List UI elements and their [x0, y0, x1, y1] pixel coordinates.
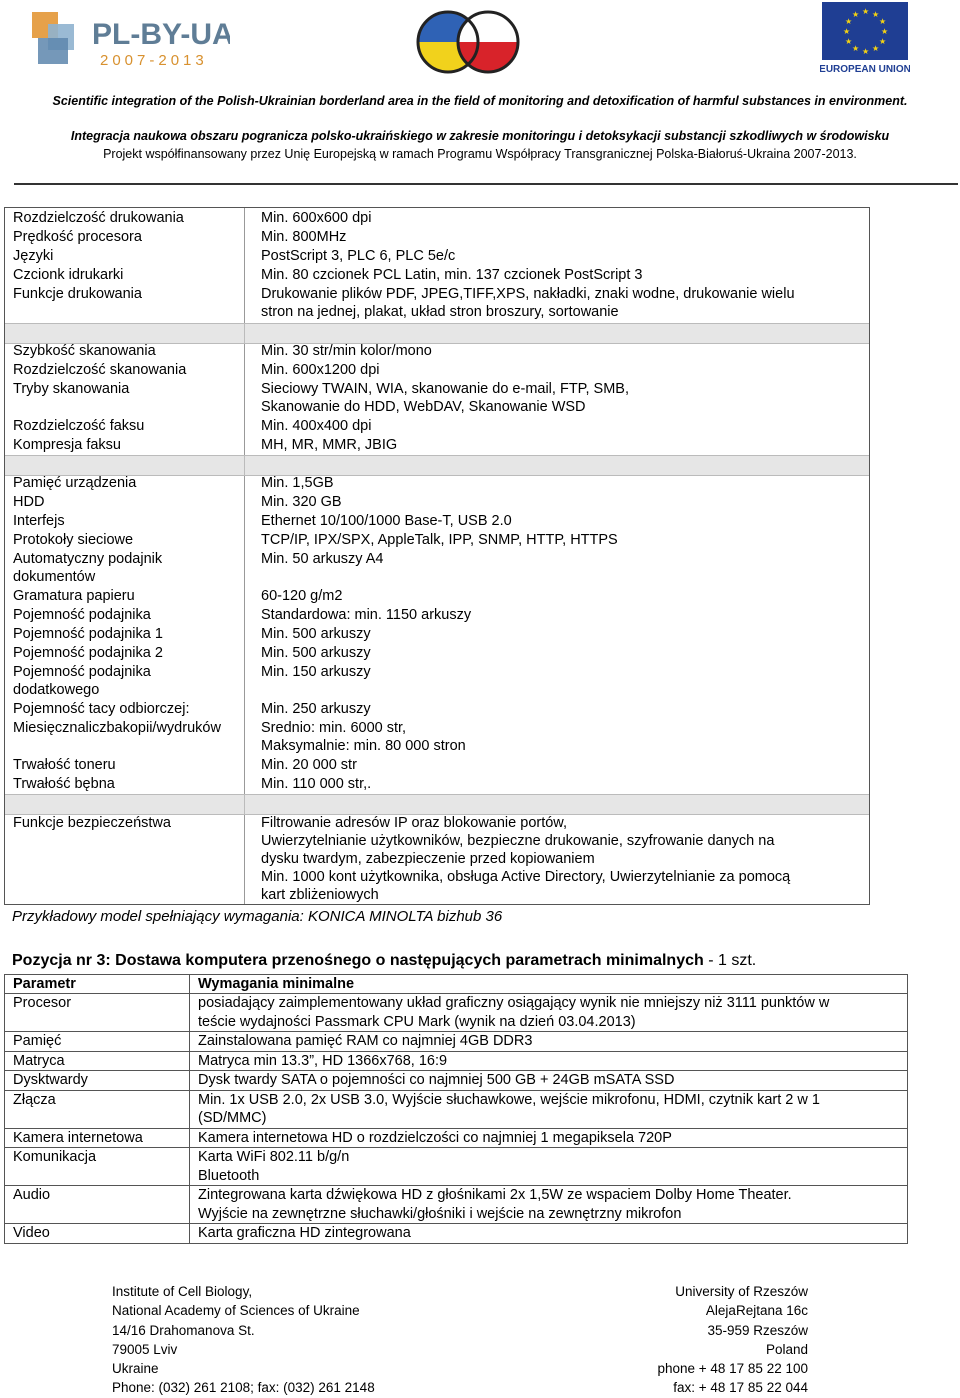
table-row [5, 994, 908, 1032]
param-value: Zainstalowana pamięć RAM co najmniej 4GB DDR3 [190, 1032, 908, 1052]
cofinancing-note: Projekt współfinansowany przez Unię Europejską w ramach Programu Współpracy Transgranicznej Polska-Białoruś-Ukraina 2007-2013. [103, 147, 857, 161]
spec-value: Min. 600x1200 dpi [261, 362, 380, 378]
footer-line: Ukraine [112, 1361, 159, 1377]
pl-by-ua-logo [30, 10, 230, 70]
spec-key: Trwałość bębna [13, 776, 115, 792]
example-model [12, 908, 502, 925]
spec-value: kart zbliżeniowych [261, 887, 379, 903]
svg-text:★: ★ [852, 10, 860, 19]
spec-value: Standardowa: min. 1150 arkuszy [261, 607, 472, 623]
table-row [5, 1051, 908, 1071]
spec-key: Protokoły sieciowe [13, 532, 134, 548]
spec-value: TCP/IP, IPX/SPX, AppleTalk, IPP, SNMP, HTTP, HTTPS [261, 532, 618, 548]
header-requirements: Wymagania minimalne [190, 975, 908, 994]
project-title-en: Scientific integration of the Polish-Ukrainian borderland area in the field of monitoring and detoxification of harmful substances in environment. [52, 94, 908, 108]
spec-key: Gramatura papieru [13, 588, 135, 604]
position-title: Pozycja nr 3: Dostawa komputera przenośnego o następujących parametrach minimalnych [12, 952, 704, 969]
spec-value: MH, MR, MMR, JBIG [261, 437, 398, 453]
svg-text:★: ★ [872, 44, 880, 53]
spec-key: Czcionk idrukarki [13, 267, 124, 283]
svg-text:★: ★ [879, 17, 887, 26]
param-name: Video [5, 1224, 190, 1244]
spec-value: Min. 1,5GB [261, 475, 334, 491]
spec-key: Rozdzielczość faksu [13, 418, 145, 434]
position-qty: - 1 szt. [703, 952, 757, 969]
spec-key: Pojemność podajnika [13, 664, 151, 680]
spec-key: Funkcje drukowania [13, 286, 142, 302]
project-title-pl: Integracja naukowa obszaru pogranicza polsko-ukraińskiego w zakresie monitoringu i detoksykacji substancji szkodliwych w środowisku [70, 129, 890, 143]
spec-key: Pojemność podajnika 1 [13, 626, 163, 642]
footer-line: 14/16 Drahomanova St. [112, 1322, 255, 1338]
spec-key: Pojemność tacy odbiorczej: [13, 701, 190, 717]
spec-key: Funkcje bezpieczeństwa [13, 815, 171, 831]
param-name: Kamera internetowa [5, 1128, 190, 1148]
section-separator [5, 323, 869, 344]
example-model-name: KONICA MINOLTA bizhub 36 [307, 908, 503, 925]
svg-text:★: ★ [843, 27, 851, 36]
spec-value: Min. 20 000 str [261, 757, 357, 773]
section-separator [5, 455, 869, 476]
spec-value: Min. 50 arkuszy A4 [261, 551, 384, 567]
param-value: Kamera internetowa HD o rozdzielczości co najmniej 1 megapiksela 720P [190, 1128, 908, 1148]
spec-key: Pojemność podajnika 2 [13, 645, 163, 661]
spec-value: Min. 1000 kont użytkownika, obsługa Active Directory, Uwierzytelnianie za pomocą [261, 869, 791, 885]
spec-key: Automatyczny podajnik [13, 551, 163, 567]
param-name: Procesor [5, 994, 190, 1032]
table-row [5, 1128, 908, 1148]
spec-value: Min. 800MHz [261, 229, 347, 245]
table-header-row [5, 975, 908, 994]
example-sep: : [299, 908, 308, 925]
param-name: Złącza [5, 1090, 190, 1128]
spec-value: Min. 150 arkuszy [261, 664, 371, 680]
header-parameter: Parametr [5, 975, 190, 994]
param-value: Min. 1x USB 2.0, 2x USB 3.0, Wyjście słuchawkowe, wejście mikrofonu, HDMI, czytnik kart 2 w 1 (SD/MMC) [190, 1090, 908, 1128]
spec-value: dysku twardym, zabezpieczenie przed kopiowaniem [261, 851, 595, 867]
spec-value: Min. 320 GB [261, 494, 342, 510]
spec-value: Min. 500 arkuszy [261, 626, 371, 642]
svg-text:★: ★ [881, 27, 889, 36]
laptop-requirements-table [4, 974, 908, 1244]
spec-value: PostScript 3, PLC 6, PLC 5e/c [261, 248, 456, 264]
param-name: Pamięć [5, 1032, 190, 1052]
svg-text:★: ★ [852, 44, 860, 53]
footer-line: Institute of Cell Biology, [112, 1284, 253, 1299]
param-value: Karta WiFi 802.11 b/g/n Bluetooth [190, 1148, 908, 1186]
footer-line: University of Rzeszów [675, 1284, 808, 1299]
table-row [5, 1071, 908, 1091]
printer-spec-table [4, 207, 870, 905]
spec-key: Pamięć urządzenia [13, 475, 137, 491]
svg-text:★: ★ [862, 47, 870, 56]
eu-text: EUROPEAN UNION [820, 64, 910, 74]
spec-value: 60-120 g/m2 [261, 588, 343, 604]
spec-key: Tryby skanowania [13, 381, 130, 397]
spec-key: Interfejs [13, 513, 65, 529]
spec-key: Rozdzielczość skanowania [13, 362, 187, 378]
footer-line: Phone: (032) 261 2108; fax: (032) 261 2148 [112, 1380, 375, 1396]
svg-text:★: ★ [872, 10, 880, 19]
spec-key: Trwałość toneru [13, 757, 116, 773]
spec-value: Min. 80 czcionek PCL Latin, min. 137 czcionek PostScript 3 [261, 267, 643, 283]
spec-key: Kompresja faksu [13, 437, 121, 453]
spec-value: Uwierzytelnianie użytkowników, bezpieczne drukowanie, szyfrowanie danych na [261, 833, 775, 849]
spec-value: Filtrowanie adresów IP oraz blokowanie portów, [261, 815, 568, 831]
spec-key: dokumentów [13, 569, 96, 585]
spec-key: dodatkowego [13, 682, 100, 698]
logo-years: 2007-2013 [100, 52, 208, 69]
spec-value: Drukowanie plików PDF, JPEG,TIFF,XPS, nakładki, znaki wodne, drukowanie wielu [261, 286, 795, 302]
table-row [5, 1090, 908, 1128]
spec-value: Maksymalnie: min. 80 000 stron [261, 738, 466, 754]
svg-text:★: ★ [862, 7, 870, 16]
spec-key: Miesięcznaliczbakopii/wydruków [13, 720, 221, 736]
param-value: Matryca min 13.3”, HD 1366x768, 16:9 [190, 1051, 908, 1071]
spec-value: stron na jednej, plakat, układ stron broszury, sortowanie [261, 304, 619, 320]
flags-logo [414, 6, 522, 80]
svg-text:★: ★ [879, 37, 887, 46]
spec-key: HDD [13, 494, 45, 510]
param-value: Dysk twardy SATA o pojemności co najmniej 500 GB + 24GB mSATA SSD [190, 1071, 908, 1091]
table-row [5, 1032, 908, 1052]
footer-line: AlejaRejtana 16c [705, 1303, 808, 1319]
footer-line: 79005 Lviv [112, 1341, 178, 1357]
example-label: Przykładowy model spełniający wymagania [12, 908, 300, 925]
spec-value: Min. 30 str/min kolor/mono [261, 343, 432, 359]
footer-line: Poland [765, 1341, 808, 1357]
footer-line: National Academy of Sciences of Ukraine [112, 1303, 360, 1319]
spec-value: Min. 250 arkuszy [261, 701, 371, 717]
svg-text:★: ★ [845, 37, 853, 46]
param-name: Komunikacja [5, 1148, 190, 1186]
footer-address-lviv [112, 1282, 375, 1398]
spec-value: Min. 500 arkuszy [261, 645, 371, 661]
spec-value: Skanowanie do HDD, WebDAV, Skanowanie WSD [261, 399, 586, 415]
header-rule [14, 183, 958, 185]
spec-value: Min. 400x400 dpi [261, 418, 372, 434]
footer-line: 35-959 Rzeszów [707, 1322, 808, 1338]
eu-flag-logo [820, 2, 910, 74]
param-name: Audio [5, 1186, 190, 1224]
spec-key: Prędkość procesora [13, 229, 142, 245]
footer-line: phone + 48 17 85 22 100 [657, 1361, 808, 1377]
spec-key: Języki [13, 248, 54, 264]
logo-text: PL-BY-UA [92, 18, 230, 51]
param-name: Dysktwardy [5, 1071, 190, 1091]
footer-address-rzeszow [657, 1282, 808, 1398]
spec-value: Min. 600x600 dpi [261, 210, 372, 226]
table-row [5, 1224, 908, 1244]
svg-text:★: ★ [845, 17, 853, 26]
param-name: Matryca [5, 1051, 190, 1071]
footer-line: fax: + 48 17 85 22 044 [673, 1380, 808, 1396]
spec-key: Pojemność podajnika [13, 607, 151, 623]
spec-key: Rozdzielczość drukowania [13, 210, 184, 226]
param-value: Zintegrowana karta dźwiękowa HD z głośnikami 2x 1,5W ze wspaciem Dolby Home Theater. Wyjście na zewnętrzne słuchawki/głośniki i wejście na zewnętrzny mikrofon [190, 1186, 908, 1224]
param-value: Karta graficzna HD zintegrowana [190, 1224, 908, 1244]
spec-value: Ethernet 10/100/1000 Base-T, USB 2.0 [261, 513, 512, 529]
table-row [5, 1186, 908, 1224]
spec-value: Srednio: min. 6000 str, [261, 720, 407, 736]
param-value: posiadający zaimplementowany układ graficzny osiągający wynik nie mniejszy niż 3111 punktów w teście wydajności Passmark CPU Mark (wynik na dzień 03.04.2013) [190, 994, 908, 1032]
spec-key: Szybkość skanowania [13, 343, 156, 359]
table-row [5, 1148, 908, 1186]
section-separator [5, 794, 869, 815]
position-3-heading [12, 952, 756, 970]
spec-value: Min. 110 000 str,. [261, 776, 372, 792]
spec-value: Sieciowy TWAIN, WIA, skanowanie do e-mail, FTP, SMB, [261, 381, 629, 397]
